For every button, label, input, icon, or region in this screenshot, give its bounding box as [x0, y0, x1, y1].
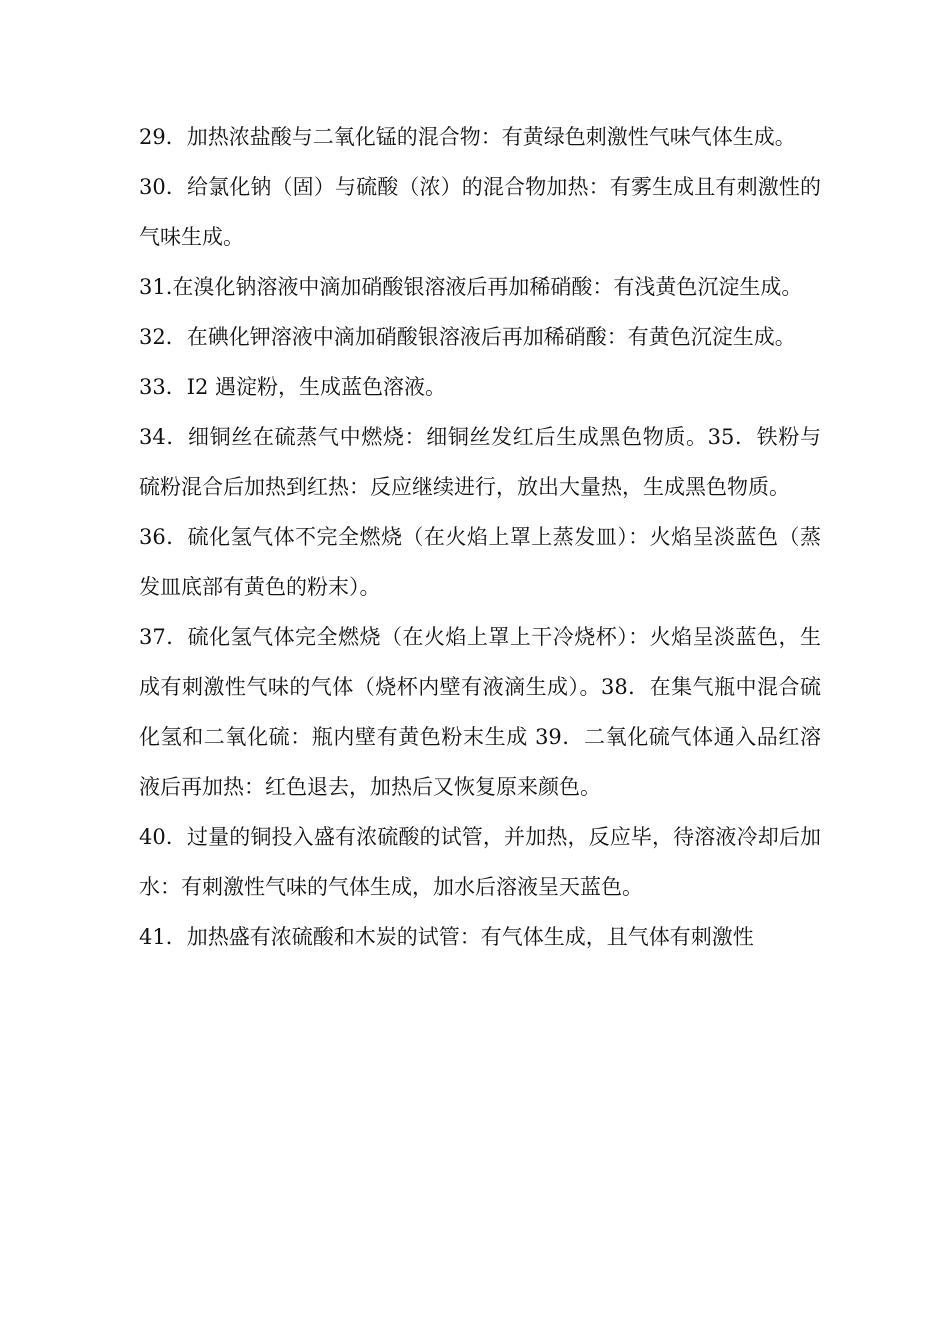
paragraph-31: 31.在溴化钠溶液中滴加硝酸银溶液后再加稀硝酸：有浅黄色沉淀生成。: [139, 275, 803, 299]
paragraph-32: 32．在碘化钾溶液中滴加硝酸银溶液后再加稀硝酸：有黄色沉淀生成。: [139, 325, 796, 349]
paragraph-37-39: 37．硫化氢气体完全燃烧（在火焰上罩上干冷烧杯）：火焰呈淡蓝色，生成有刺激性气味的气体（烧杯内壁有液滴生成）。38．在集气瓶中混合硫化氢和二氧化硫：瓶内壁有黄色粉末生成 39．二氧化硫气体通入品红溶液后再加热：红色退去，加热后又恢复原来颜色。: [139, 625, 821, 799]
paragraph-34-35: 34．细铜丝在硫蒸气中燃烧：细铜丝发红后生成黑色物质。35．铁粉与硫粉混合后加热到红热：反应继续进行，放出大量热，生成黑色物质。: [139, 425, 821, 499]
paragraph-40: 40．过量的铜投入盛有浓硫酸的试管，并加热，反应毕，待溶液冷却后加水：有刺激性气味的气体生成，加水后溶液呈天蓝色。: [139, 825, 821, 899]
document-body: [139, 112, 821, 962]
paragraph-33: 33．I2 遇淀粉，生成蓝色溶液。: [139, 375, 447, 399]
paragraph-29: 29．加热浓盐酸与二氧化锰的混合物：有黄绿色刺激性气味气体生成。: [139, 125, 796, 149]
paragraph-36: 36．硫化氢气体不完全燃烧（在火焰上罩上蒸发皿）：火焰呈淡蓝色（蒸发皿底部有黄色的粉末）。: [139, 525, 821, 599]
paragraph-41: 41．加热盛有浓硫酸和木炭的试管：有气体生成，且气体有刺激性: [139, 925, 754, 949]
paragraph-30: 30．给氯化钠（固）与硫酸（浓）的混合物加热：有雾生成且有刺激性的气味生成。: [139, 175, 821, 249]
